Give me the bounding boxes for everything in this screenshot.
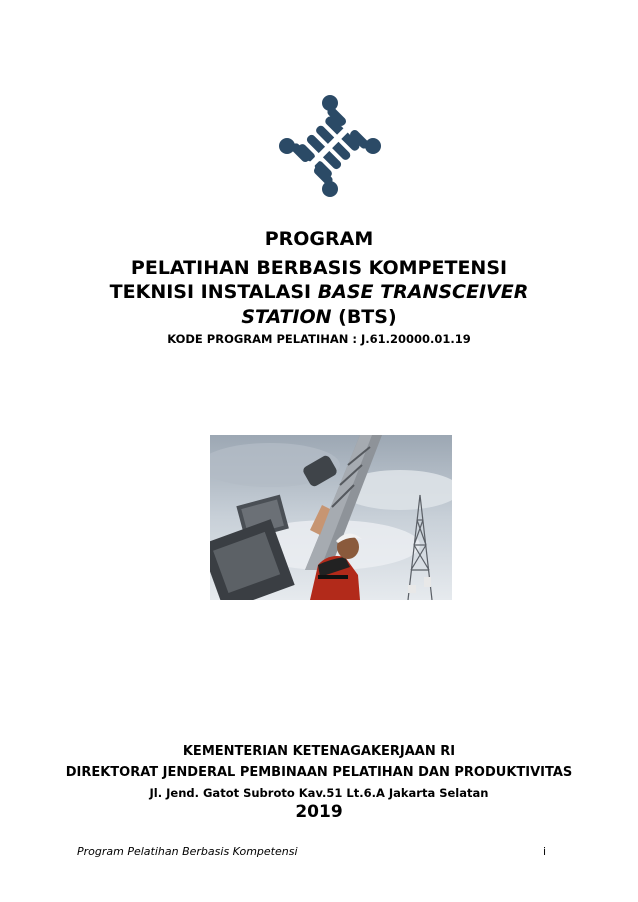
title-italic-station: STATION xyxy=(241,306,332,328)
year: 2019 xyxy=(295,802,343,822)
title-line-training: PELATIHAN BERBASIS KOMPETENSI xyxy=(130,257,508,279)
footer-title: Program Pelatihan Berbasis Kompetensi xyxy=(77,845,298,858)
title-line-program: PROGRAM xyxy=(264,228,374,250)
footer-page-number: i xyxy=(543,845,547,858)
address: Jl. Jend. Gatot Subroto Kav.51 Lt.6.A Jakarta Selatan xyxy=(149,786,489,800)
ministry-name: KEMENTERIAN KETENAGAKERJAAN RI xyxy=(182,744,456,759)
title-italic-bts: BASE TRANSCEIVER xyxy=(317,281,529,303)
cover-photo xyxy=(210,435,452,600)
directorate-name: DIREKTORAT JENDERAL PEMBINAAN PELATIHAN DAN PRODUKTIVITAS xyxy=(65,765,573,780)
title-line-station xyxy=(0,305,638,330)
ministry-emblem-icon xyxy=(277,93,383,199)
title-suffix: (BTS) xyxy=(331,306,397,328)
title-prefix: TEKNISI INSTALASI xyxy=(109,281,318,303)
program-code: KODE PROGRAM PELATIHAN : J.61.20000.01.19 xyxy=(167,332,471,346)
title-line-technician xyxy=(0,280,638,305)
